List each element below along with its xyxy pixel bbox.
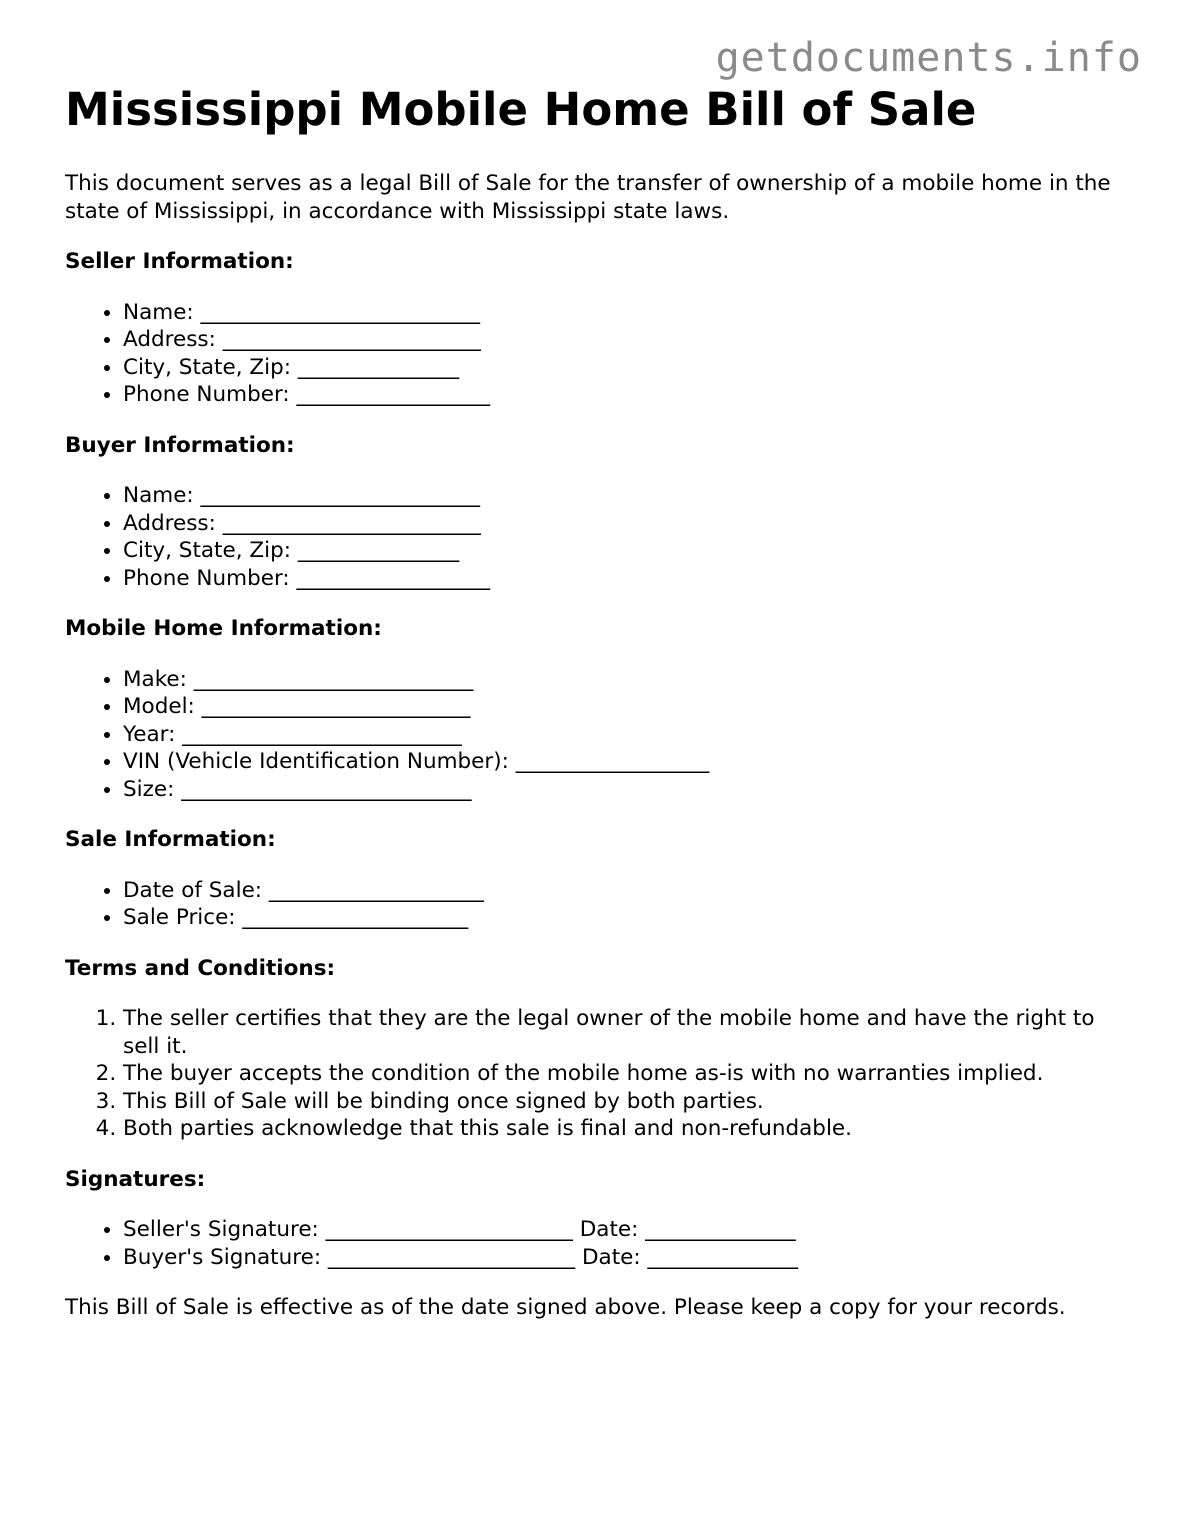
buyer-name-field: • Name: __________________________	[123, 482, 1135, 510]
buyer-list	[65, 482, 1135, 592]
term-item: 2. The buyer accepts the condition of the mobile home as-is with no warranties implied.	[123, 1060, 1135, 1088]
terms-heading: Terms and Conditions:	[65, 955, 336, 981]
buyer-address-field: • Address: ________________________	[123, 510, 1135, 538]
closing-paragraph: This Bill of Sale is effective as of the date signed above. Please keep a copy for your records.	[65, 1295, 1066, 1320]
year-field: • Year: __________________________	[123, 721, 1135, 749]
seller-phone-field: • Phone Number: __________________	[123, 381, 1135, 409]
seller-signature-field: • Seller's Signature: _______________________ Date: ______________	[123, 1216, 1135, 1244]
term-item: 4. Both parties acknowledge that this sale is final and non-refundable.	[123, 1115, 1135, 1143]
sale-heading: Sale Information:	[65, 827, 276, 852]
date-of-sale-field: • Date of Sale: ____________________	[123, 877, 1135, 905]
vin-field: • VIN (Vehicle Identification Number): __________________	[123, 748, 1135, 776]
mobile-home-list	[65, 666, 1135, 804]
model-field: • Model: _________________________	[123, 693, 1135, 721]
document-page	[65, 82, 1135, 1322]
size-field: • Size: ___________________________	[123, 776, 1135, 804]
sale-price-field: • Sale Price: _____________________	[123, 904, 1135, 932]
term-item: 1. The seller certifies that they are the legal owner of the mobile home and have the right to sell it.	[123, 1005, 1135, 1060]
term-item: 3. This Bill of Sale will be binding once signed by both parties.	[123, 1088, 1135, 1116]
mobile-home-heading: Mobile Home Information:	[65, 616, 382, 641]
buyer-heading: Buyer Information:	[65, 432, 295, 458]
seller-city-state-zip-field: • City, State, Zip: _______________	[123, 354, 1135, 382]
signatures-list	[65, 1216, 1135, 1271]
watermark: getdocuments.info	[715, 35, 1142, 81]
seller-list	[65, 299, 1135, 409]
buyer-signature-field: • Buyer's Signature: _______________________ Date: ______________	[123, 1244, 1135, 1272]
seller-address-field: • Address: ________________________	[123, 326, 1135, 354]
intro-paragraph: This document serves as a legal Bill of Sale for the transfer of ownership of a mobile home in the state of Mississippi, in accordance with Mississippi state laws.	[65, 171, 1111, 224]
terms-list	[65, 1005, 1135, 1143]
page-title: Mississippi Mobile Home Bill of Sale	[65, 83, 977, 136]
seller-heading: Seller Information:	[65, 249, 294, 274]
buyer-phone-field: • Phone Number: __________________	[123, 565, 1135, 593]
signatures-heading: Signatures:	[65, 1166, 206, 1192]
seller-name-field: • Name: __________________________	[123, 299, 1135, 327]
buyer-city-state-zip-field: • City, State, Zip: _______________	[123, 537, 1135, 565]
sale-list	[65, 877, 1135, 932]
make-field: • Make: __________________________	[123, 666, 1135, 694]
